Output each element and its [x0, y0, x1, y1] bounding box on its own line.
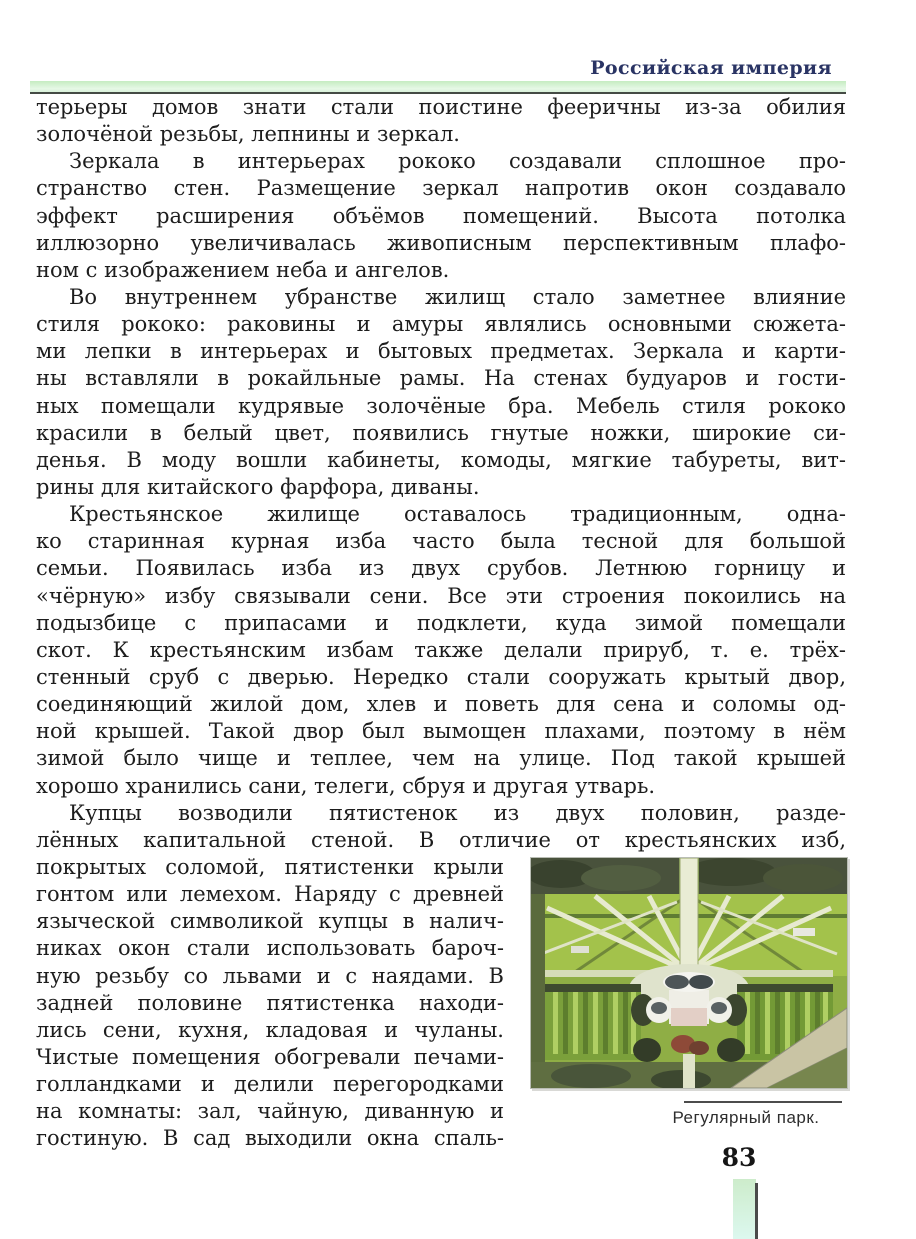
text-line: стенный сруб с дверью. Нередко стали сооружать крытый двор,	[36, 664, 846, 689]
text-line: Зеркала в интерьерах рококо создавали сплошное про-	[69, 149, 846, 174]
narrow-column-lines	[36, 854, 504, 1153]
text-line: ном с изображением неба и ангелов.	[36, 257, 450, 282]
text-line: ны вставляли в рокайльные рамы. На стенах будуаров и гости-	[36, 366, 846, 391]
text-line: денья. В моду вошли кабинеты, комоды, мягкие табуреты, вит-	[36, 447, 846, 472]
text-line: гостиную. В сад выходили окна спаль-	[36, 1126, 504, 1151]
corner-green-tab	[733, 1179, 756, 1239]
text-line: языческой символикой купцы в налич-	[36, 909, 504, 934]
text-line: Крестьянское жилище оставалось традиционным, одна-	[69, 502, 846, 527]
text-line: красили в белый цвет, появились гнутые ножки, широкие си-	[36, 420, 846, 445]
text-line: на комнаты: зал, чайную, диванную и	[36, 1099, 504, 1124]
text-line: никах окон стали использовать бароч-	[36, 936, 504, 961]
text-line: эффект расширения объёмов помещений. Высота потолка	[36, 203, 846, 228]
text-line: гонтом или лемехом. Наряду с древней	[36, 882, 504, 907]
text-line: «чёрную» избу связывали сени. Все эти строения покоились на	[36, 583, 846, 608]
full-width-lines	[36, 94, 846, 854]
text-line: странство стен. Размещение зеркал напротив окон создавало	[36, 176, 846, 201]
body-text	[36, 94, 846, 1152]
header-rule-bar	[30, 81, 846, 94]
figure-regular-park	[530, 857, 846, 1128]
regular-park-photo	[530, 857, 848, 1089]
text-line: хорошо хранились сани, телеги, сбруя и другая утварь.	[36, 773, 656, 798]
text-line: ных помещали кудрявые золочёные бра. Мебель стиля рококо	[36, 393, 846, 418]
text-line: голландками и делили перегородками	[36, 1072, 504, 1097]
text-line: ной крышей. Такой двор был вымощен плахами, поэтому в нём	[36, 719, 846, 744]
text-line: семьи. Появилась изба из двух срубов. Летнюю горницу и	[36, 556, 846, 581]
figure-caption: Регулярный парк.	[672, 1107, 820, 1127]
text-line: ми лепки в интерьерах и бытовых предметах. Зеркала и карти-	[36, 339, 846, 364]
text-line: Купцы возводили пятистенок из двух половин, разде-	[69, 800, 846, 825]
text-line: покрытых соломой, пятистенки крыли	[36, 854, 504, 879]
text-line: Чистые помещения обогревали печами-	[36, 1044, 504, 1069]
text-line: зимой было чище и теплее, чем на улице. Под такой крышей	[36, 746, 846, 771]
page-number: 83	[721, 1143, 757, 1172]
text-line: скот. К крестьянским избам также делали прируб, т. е. трёх-	[36, 637, 846, 662]
corner-dark-line	[755, 1183, 758, 1239]
wrapped-text-row	[36, 854, 846, 1153]
text-line: золочёной резьбы, лепнины и зеркал.	[36, 122, 460, 147]
text-line: терьеры домов знати стали поистине фееричны из-за обилия	[36, 95, 846, 119]
text-line: задней половине пятистенка находи-	[36, 990, 504, 1015]
text-line: рины для китайского фарфора, диваны.	[36, 474, 480, 499]
text-line: стиля рококо: раковины и амуры являлись основными сюжета-	[36, 312, 846, 337]
caption-rule	[684, 1101, 842, 1103]
text-line: ко старинная курная изба часто была тесной для большой	[36, 529, 846, 554]
text-line: Во внутреннем убранстве жилищ стало заметнее влияние	[69, 284, 846, 309]
text-line: ную резьбу со львами и с наядами. В	[36, 963, 504, 988]
text-line: соединяющий жилой дом, хлев и поветь для сена и соломы од-	[36, 692, 846, 717]
text-line: лись сени, кухня, кладовая и чуланы.	[36, 1017, 504, 1042]
text-line: иллюзорно увеличивалась живописным перспективным плафо-	[36, 230, 846, 255]
text-line: подызбице с припасами и подклети, куда зимой помещали	[36, 610, 846, 635]
running-header: Российская империя	[590, 57, 832, 79]
text-line: лённых капитальной стеной. В отличие от крестьянских изб,	[36, 827, 846, 852]
